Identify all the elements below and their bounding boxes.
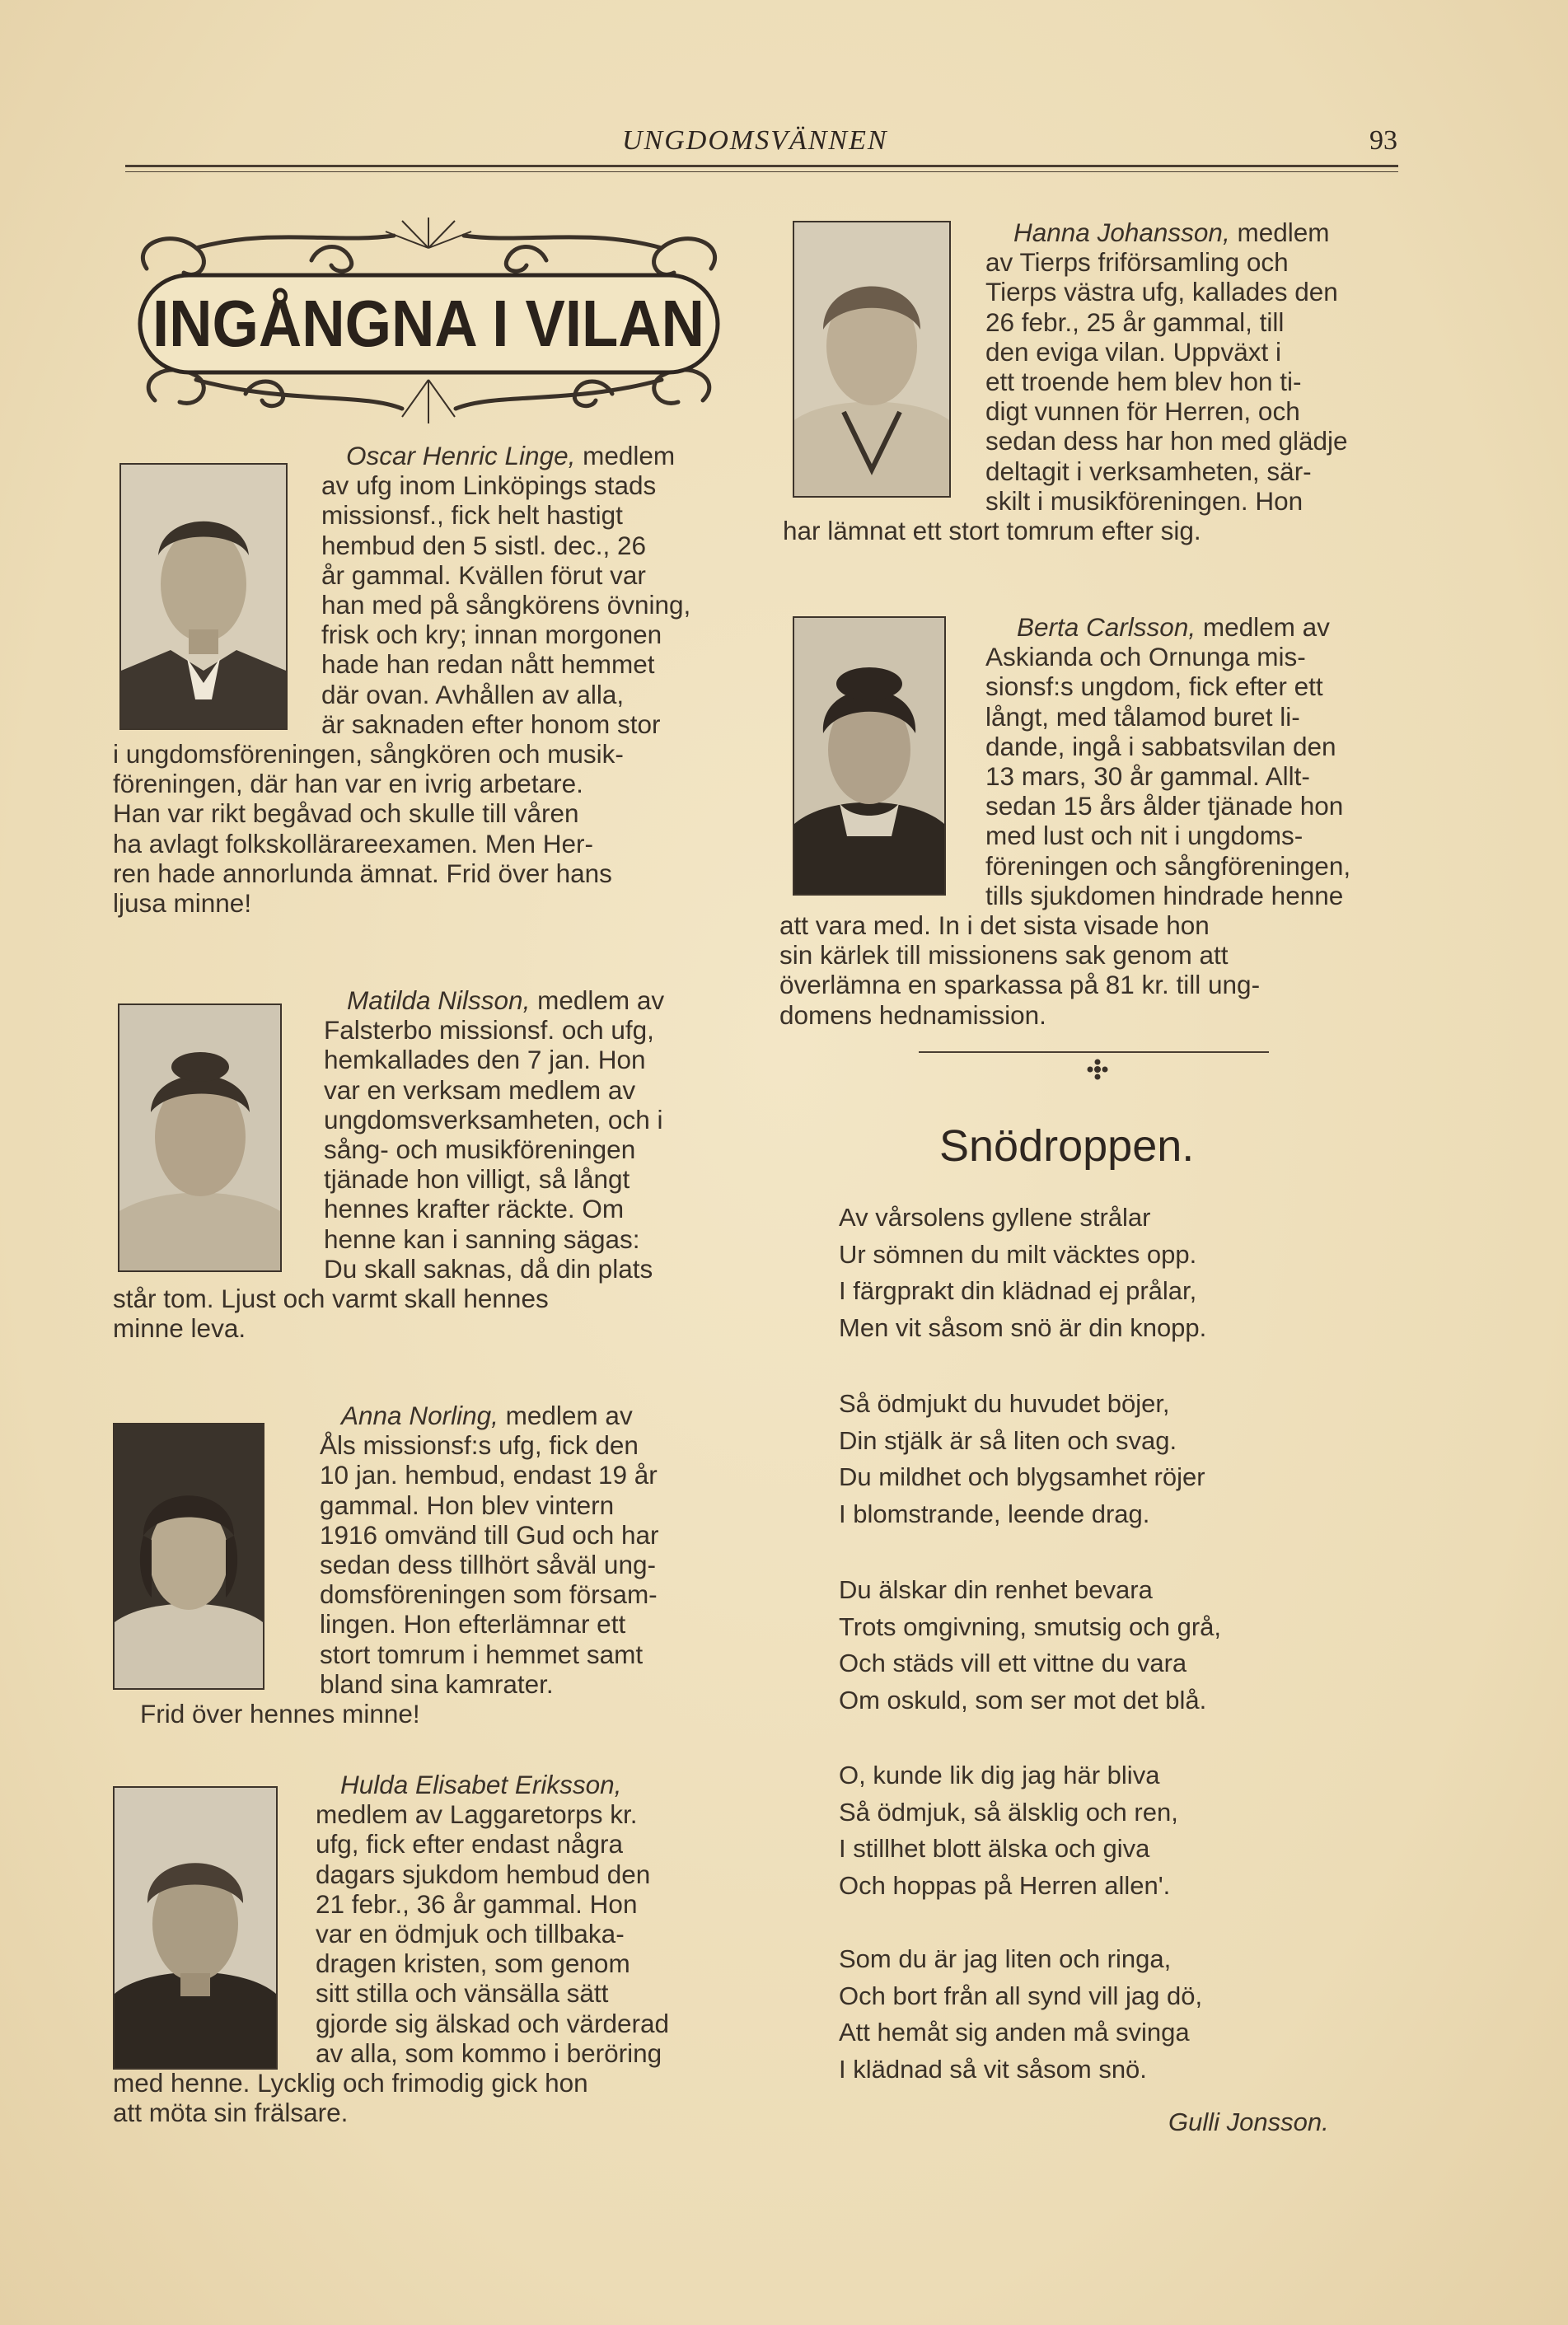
portrait-photo [113, 1786, 278, 2070]
running-head [0, 125, 1568, 166]
portrait-photo [793, 221, 951, 498]
header-rule-thin [125, 171, 1398, 172]
section-banner [122, 211, 736, 429]
poem-title: Snödroppen. [939, 1121, 1195, 1171]
section-title: INGÅNGNA I VILAN [152, 287, 704, 360]
deceased-name: Anna Norling, [341, 1401, 498, 1430]
deceased-name: Berta Carlsson, [1017, 612, 1196, 642]
magazine-page: UNGDOMSVÄNNEN 93 INGÅNGNA I VILAN Oscar Henric Linge, medlem av ufg inom Linköpings stads missionsf., fick helt hastigt hembud den 5 sistl. dec., 26 år gammal. Kvällen förut var han med på sångkörens övning, frisk och kry; innan morgonen hade han redan nått hemmet där ovan. Avhållen av alla, är saknaden efter honom stor i ungdomsföreningen, sångkören och musik- föreningen, där han var en ivrig arbetare. Han var rikt begåvad och skulle till våren ha avlagt folkskollärareexamen. Men Her- ren hade annorlunda ämnat. Frid över hans ljusa minne! Matilda Nilsson, medlem av Falsterbo missionsf. och ufg, hemkallades den 7 jan. Hon var en verksam medlem av ungdomsverksamheten, och i sång- och musikföreningen tjänade hon villigt, så långt hennes krafter räckte. Om henne kan i sanning sägas: Du skall saknas, då din plats står tom. Ljust och varmt skall hennes minne leva. Anna Norling, medlem av Åls missionsf:s ufg, fick den 10 jan. hembud, endast 19 år gammal. Hon blev vintern 1916 omvänd till Gud och har sedan dess tillhört såväl ung- domsföreningen som försam- lingen. Hon efterlämnar ett stort tomrum i hemmet samt bland sina kamrater. Frid över hennes minne! Hulda Elisabet Eriksson, medlem av Laggaretorps kr. ufg, fick efter endast några dagars sjukdom hembud den 21 febr., 36 år gammal. Hon var en ödmjuk och tillbaka- dragen kristen, som genom sitt stilla och vänsälla sätt gjorde sig älskad och värderad av alla, som kommo i beröring med henne. Lycklig och frimodig gick hon att möta sin frälsare. Hanna Johansson, medlem av Tierps friförsamling och Tierps västra ufg, kallades den 26 febr., 25 år gammal, till den eviga vilan. Uppväxt i ett troende hem blev hon ti- digt vunnen för Herren, och sedan dess har hon med glädje deltagit i verksamheten, sär- skilt i musikföreningen. Hon har lämnat ett stort tomrum efter sig. Berta Carlsson, medlem av Askianda och Ornunga mis- sionsf:s ungdom, fick efter ett långt, med tålamod buret li- dande, ingå i sabbatsvilan den 13 mars, 30 år gammal. Allt- sedan 15 års ålder tjänade hon med lust och nit i ungdoms- föreningen och sångföreningen, tills sjukdomen hindrade henne att vara med. In i det sista visade hon sin kärlek till missionens sak genom att överlämna en sparkassa på 81 kr. till ung- domens hednamission. Snödroppen. Av vårsolens gyllene strålar Ur sömnen du milt väcktes opp. I färgprakt din klädnad ej prålar, Men vit såsom snö är din knopp. Så ödmjukt du huvudet böjer, Din stjälk är så liten och svag. Du mildhet och blygsamhet röjer I blomstrande, leende drag. Du älskar din renhet bevara Trots omgivning, smutsig och grå, Och städs vill ett vittne du vara Om oskuld, som ser mot det blå. O, kunde lik dig jag här bliva Så ödmjuk, så älsklig och ren, I stillhet blott älska och giva Och hoppas på Herren allen'. Som du är jag liten och ringa, Och bort från all synd vill jag dö, Att hemåt sig anden må svinga I klädnad så vit såsom snö. Gulli Jonsson. [0, 0, 1568, 2325]
deceased-name: Hulda Elisabet Eriksson, [340, 1770, 622, 1799]
portrait-photo [113, 1423, 264, 1690]
section-divider [919, 1051, 1269, 1053]
journal-title: UNGDOMSVÄNNEN [622, 125, 888, 156]
poem-stanza: Du älskar din renhet bevara Trots omgivning, smutsig och grå, Och städs vill ett vittne du vara Om oskuld, som ser mot det blå. [839, 1575, 1222, 1715]
portrait-photo [118, 1003, 282, 1272]
header-rule [125, 165, 1398, 167]
deceased-name: Matilda Nilsson, [347, 985, 531, 1015]
portrait-photo [119, 463, 288, 730]
ornament-icon [1086, 1058, 1109, 1081]
poem-author: Gulli Jonsson. [1168, 2107, 1329, 2136]
poem-stanza: Så ödmjukt du huvudet böjer, Din stjälk är så liten och svag. Du mildhet och blygsamhet röjer I blomstrande, leende drag. [839, 1389, 1205, 1528]
portrait-photo [793, 616, 946, 896]
deceased-name: Hanna Johansson, [1013, 218, 1230, 247]
page-number: 93 [1369, 125, 1397, 156]
poem-stanza: Av vårsolens gyllene strålar Ur sömnen du milt väcktes opp. I färgprakt din klädnad ej prålar, Men vit såsom snö är din knopp. [839, 1203, 1207, 1342]
deceased-name: Oscar Henric Linge, [346, 441, 576, 470]
poem-stanza: Som du är jag liten och ringa, Och bort från all synd vill jag dö, Att hemåt sig anden må svinga I klädnad så vit såsom snö. [839, 1944, 1203, 2084]
poem-stanza: O, kunde lik dig jag här bliva Så ödmjuk, så älsklig och ren, I stillhet blott älska och giva Och hoppas på Herren allen'. [839, 1761, 1178, 1900]
